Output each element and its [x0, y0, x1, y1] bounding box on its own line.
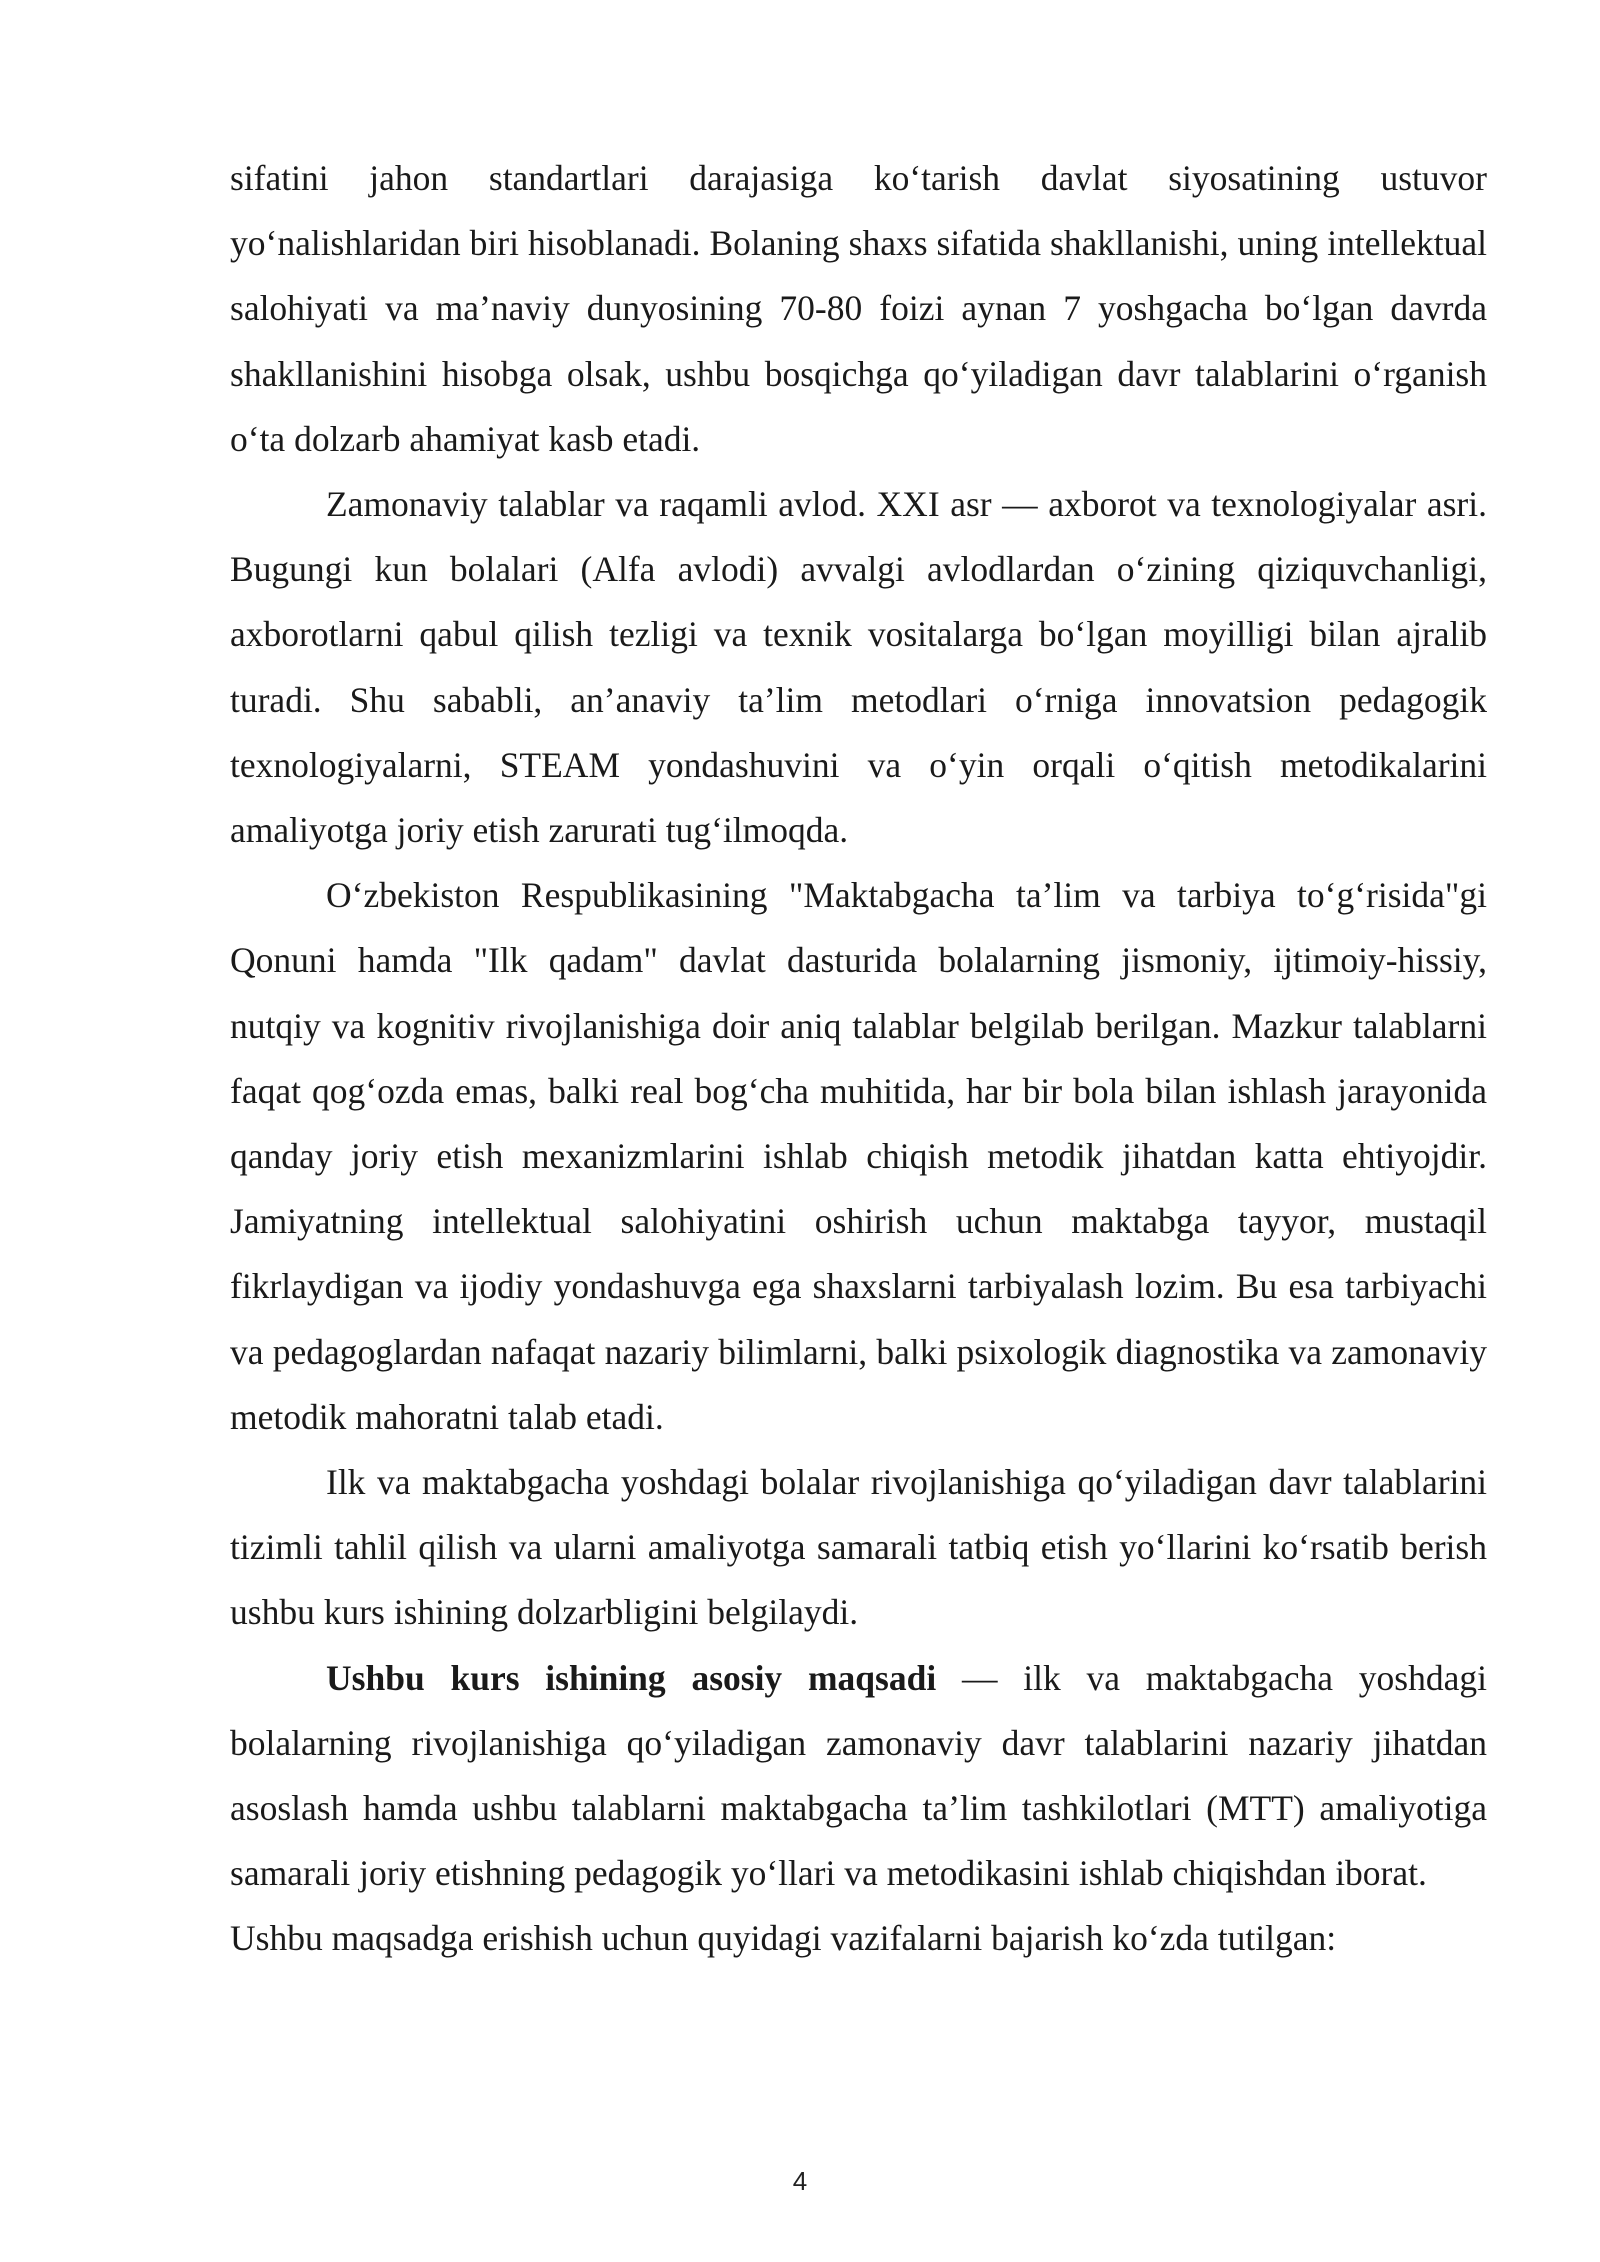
paragraph-continuation: sifatini jahon standartlari darajasiga ko‘tarish davlat siyosatining ustuvor yo‘nalishlaridan biri hisoblanadi. Bolaning shaxs sifatida shakllanishi, uning intellektual salohiyati va ma’naviy dunyosining 70-80 foizi aynan 7 yoshgacha bo‘lgan davrda shakllanishini hisobga olsak, ushbu bosqichga qo‘yiladigan davr talablarini o‘rganish o‘ta dolzarb ahamiyat kasb etadi. — [230, 158, 1487, 459]
main-goal-heading: Ushbu kurs ishining asosiy maqsadi — [326, 1657, 937, 1698]
paragraph-tasks-intro: Ushbu maqsadga erishish uchun quyidagi vazifalarni bajarish ko‘zda tutilgan: — [230, 1918, 1337, 1959]
paragraph-legal-basis: O‘zbekiston Respublikasining "Maktabgacha ta’lim va tarbiya to‘g‘risida"gi Qonuni hamda "Ilk qadam" davlat dasturida bolalarning jismoniy, ijtimoiy-hissiy, nutqiy va kognitiv rivojlanishiga doir aniq talablar belgilab berilgan. Mazkur talablarni faqat qog‘ozda emas, balki real bog‘cha muhitida, har bir bola bilan ishlash jarayonida qanday joriy etish mexanizmlarini ishlab chiqish metodik jihatdan katta ehtiyojdir. Jamiyatning intellektual salohiyatini oshirish uchun maktabga tayyor, mustaqil fikrlaydigan va ijodiy yondashuvga ega shaxslarni tarbiyalash lozim. Bu esa tarbiyachi va pedagoglardan nafaqat nazariy bilimlarni, balki psixologik diagnostika va zamonaviy metodik mahoratni talab etadi. — [230, 875, 1487, 1437]
main-goal-text: — ilk va maktabgacha yoshdagi bolalarning rivojlanishiga qo‘yiladigan zamonaviy davr talablarini nazariy jihatdan asoslash hamda ushbu talablarni maktabgacha ta’lim tashkilotlari (MTT) amaliyotiga samarali joriy etishning pedagogik yo‘llari va metodikasini ishlab chiqishdan iborat. — [230, 1657, 1487, 1894]
document-body — [230, 146, 1487, 1972]
paragraph-main-goal — [230, 1646, 1487, 1907]
page-number: 4 — [792, 2166, 808, 2196]
paragraph-relevance: Ilk va maktabgacha yoshdagi bolalar rivojlanishiga qo‘yiladigan davr talablarini tizimli tahlil qilish va ularni amaliyotga samarali tatbiq etish yo‘llarini ko‘rsatib berish ushbu kurs ishining dolzarbligini belgilaydi. — [230, 1462, 1487, 1633]
paragraph-modern-requirements: Zamonaviy talablar va raqamli avlod. XXI asr — axborot va texnologiyalar asri. Bugungi kun bolalari (Alfa avlodi) avvalgi avlodlardan o‘zining qiziquvchanligi, axborotlarni qabul qilish tezligi va texnik vositalarga bo‘lgan moyilligi bilan ajralib turadi. Shu sababli, an’anaviy ta’lim metodlari o‘rniga innovatsion pedagogik texnologiyalarni, STEAM yondashuvini va o‘yin orqali o‘qitish metodikalarini amaliyotga joriy etish zarurati tug‘ilmoqda. — [230, 484, 1487, 851]
